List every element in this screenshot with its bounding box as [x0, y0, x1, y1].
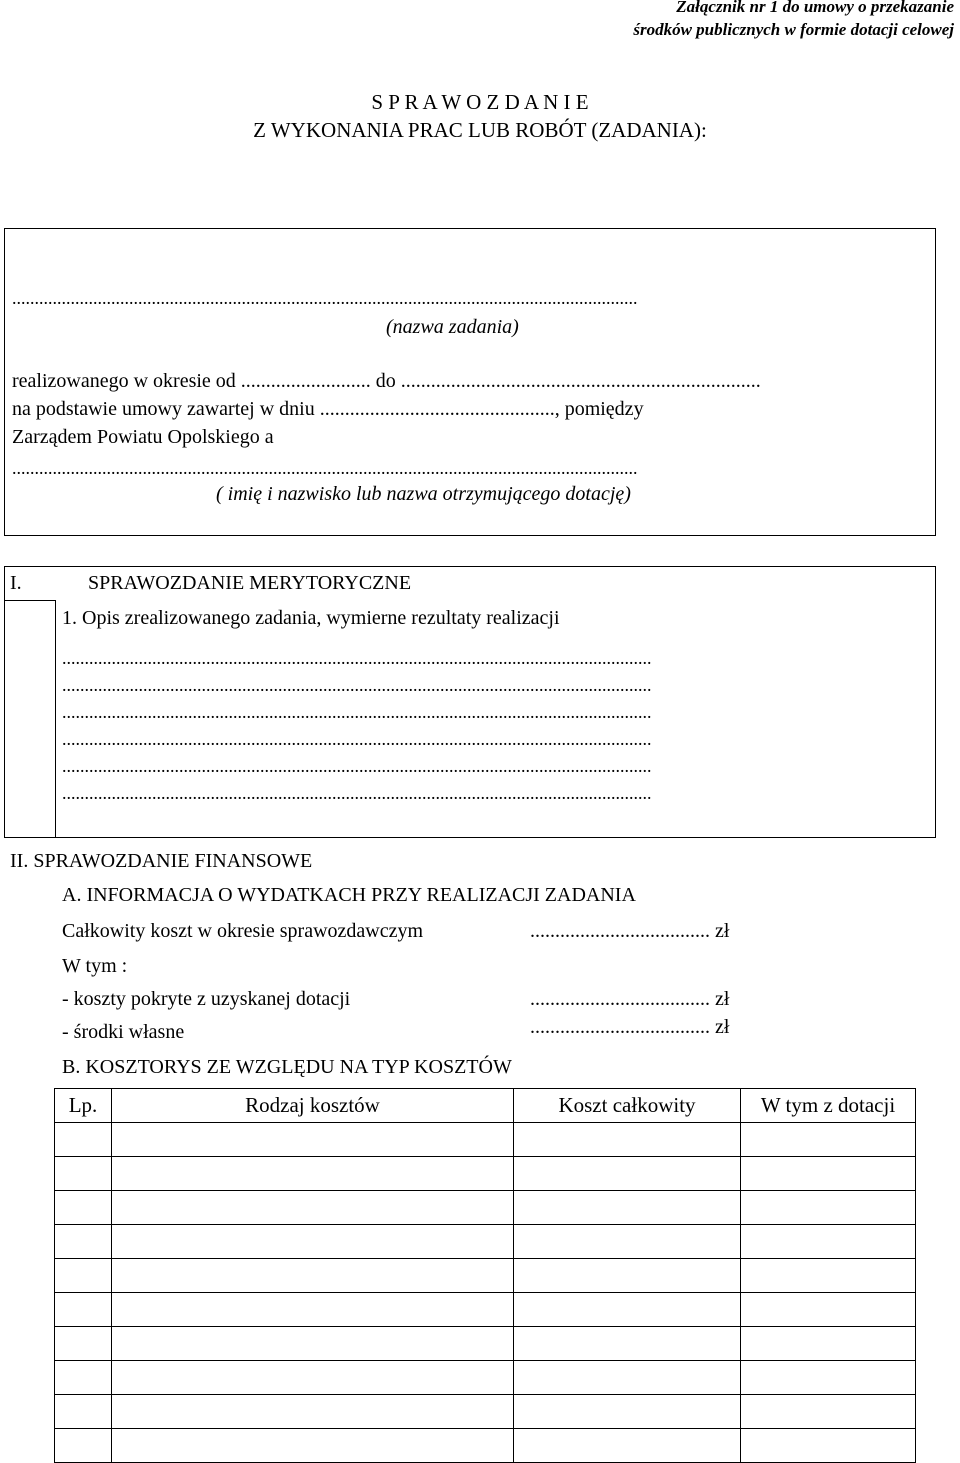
- table-cell[interactable]: [112, 1123, 514, 1157]
- task-name-caption: (nazwa zadania): [386, 316, 519, 338]
- document-title: S P R A W O Z D A N I E: [371, 90, 589, 114]
- table-cell[interactable]: [55, 1327, 112, 1361]
- table-row: [55, 1123, 916, 1157]
- total-cost-label: Całkowity koszt w okresie sprawozdawczym: [62, 920, 424, 942]
- table-cell[interactable]: [514, 1293, 741, 1327]
- table-cell[interactable]: [741, 1361, 916, 1395]
- board-line: Zarządem Powiatu Opolskiego a: [12, 426, 274, 448]
- col-total-header: Koszt całkowity: [514, 1089, 741, 1123]
- table-cell[interactable]: [112, 1259, 514, 1293]
- section1-heading: SPRAWOZDANIE MERYTORYCZNE: [88, 572, 412, 594]
- table-cell[interactable]: [112, 1293, 514, 1327]
- table-cell[interactable]: [112, 1191, 514, 1225]
- grant-cost-label: - koszty pokryte z uzyskanej dotacji: [62, 988, 351, 1010]
- table-cell[interactable]: [514, 1327, 741, 1361]
- table-row: [55, 1157, 916, 1191]
- table-cell[interactable]: [741, 1123, 916, 1157]
- section1-item1: 1. Opis zrealizowanego zadania, wymierne rezultaty realizacji: [62, 607, 560, 629]
- description-line-2[interactable]: ...................................................................................................................................: [62, 675, 652, 695]
- section1-numeral: I.: [10, 572, 22, 594]
- table-cell[interactable]: [112, 1157, 514, 1191]
- table-cell[interactable]: [514, 1259, 741, 1293]
- table-row: [55, 1429, 916, 1463]
- table-cell[interactable]: [514, 1123, 741, 1157]
- cost-table: [54, 1088, 916, 1463]
- period-line[interactable]: realizowanego w okresie od .......................... do ........................................................................: [12, 370, 761, 392]
- table-cell[interactable]: [112, 1429, 514, 1463]
- table-cell[interactable]: [741, 1429, 916, 1463]
- table-cell[interactable]: [55, 1293, 112, 1327]
- section2-subB: B. KOSZTORYS ZE WZGLĘDU NA TYP KOSZTÓW: [62, 1056, 512, 1078]
- description-line-5[interactable]: ...................................................................................................................................: [62, 756, 652, 776]
- table-row: [55, 1327, 916, 1361]
- own-funds-value[interactable]: .................................... zł: [530, 1016, 730, 1038]
- description-line-3[interactable]: ...................................................................................................................................: [62, 702, 652, 722]
- table-cell[interactable]: [55, 1225, 112, 1259]
- table-cell[interactable]: [112, 1327, 514, 1361]
- document-subtitle: Z WYKONANIA PRAC LUB ROBÓT (ZADANIA):: [253, 118, 707, 142]
- col-grant-header: W tym z dotacji: [741, 1089, 916, 1123]
- col-type-header: Rodzaj kosztów: [112, 1089, 514, 1123]
- table-cell[interactable]: [514, 1191, 741, 1225]
- table-cell[interactable]: [55, 1361, 112, 1395]
- table-cell[interactable]: [55, 1395, 112, 1429]
- col-lp-header: Lp.: [55, 1089, 112, 1123]
- table-cell[interactable]: [112, 1361, 514, 1395]
- agreement-line[interactable]: na podstawie umowy zawartej w dniu ..............................................., pomiędzy: [12, 398, 644, 420]
- description-line-1[interactable]: ...................................................................................................................................: [62, 648, 652, 668]
- table-row: [55, 1395, 916, 1429]
- table-cell[interactable]: [741, 1259, 916, 1293]
- own-funds-label: - środki własne: [62, 1021, 185, 1043]
- table-cell[interactable]: [55, 1191, 112, 1225]
- table-cell[interactable]: [514, 1361, 741, 1395]
- table-row: [55, 1293, 916, 1327]
- table-cell[interactable]: [514, 1395, 741, 1429]
- table-cell[interactable]: [741, 1395, 916, 1429]
- recipient-field[interactable]: ...........................................................................................................................................: [12, 458, 638, 478]
- grant-cost-value[interactable]: .................................... zł: [530, 988, 730, 1010]
- table-row: [55, 1361, 916, 1395]
- description-line-6[interactable]: ...................................................................................................................................: [62, 783, 652, 803]
- section2-subA: A. INFORMACJA O WYDATKACH PRZY REALIZACJI ZADANIA: [62, 884, 636, 906]
- table-cell[interactable]: [741, 1225, 916, 1259]
- table-cell[interactable]: [514, 1429, 741, 1463]
- table-cell[interactable]: [741, 1157, 916, 1191]
- table-row: [55, 1259, 916, 1293]
- total-cost-value[interactable]: .................................... zł: [530, 920, 730, 942]
- table-cell[interactable]: [112, 1225, 514, 1259]
- table-row: [55, 1191, 916, 1225]
- table-cell[interactable]: [55, 1429, 112, 1463]
- table-cell[interactable]: [514, 1157, 741, 1191]
- table-cell[interactable]: [112, 1395, 514, 1429]
- table-cell[interactable]: [55, 1259, 112, 1293]
- table-row: [55, 1225, 916, 1259]
- section2-heading: II. SPRAWOZDANIE FINANSOWE: [10, 850, 313, 872]
- annex-header-line1: Załącznik nr 1 do umowy o przekazanie: [676, 0, 954, 16]
- table-cell[interactable]: [514, 1225, 741, 1259]
- description-line-4[interactable]: ...................................................................................................................................: [62, 729, 652, 749]
- table-cell[interactable]: [741, 1191, 916, 1225]
- table-cell[interactable]: [741, 1293, 916, 1327]
- recipient-caption: ( imię i nazwisko lub nazwa otrzymującego dotację): [216, 483, 631, 505]
- table-cell[interactable]: [55, 1157, 112, 1191]
- annex-header-line2: środków publicznych w formie dotacji celowej: [633, 20, 954, 39]
- of-which-label: W tym :: [62, 955, 128, 977]
- table-cell[interactable]: [741, 1327, 916, 1361]
- table-cell[interactable]: [55, 1123, 112, 1157]
- table-header-row: [55, 1089, 916, 1123]
- task-name-field[interactable]: ...........................................................................................................................................: [12, 288, 638, 308]
